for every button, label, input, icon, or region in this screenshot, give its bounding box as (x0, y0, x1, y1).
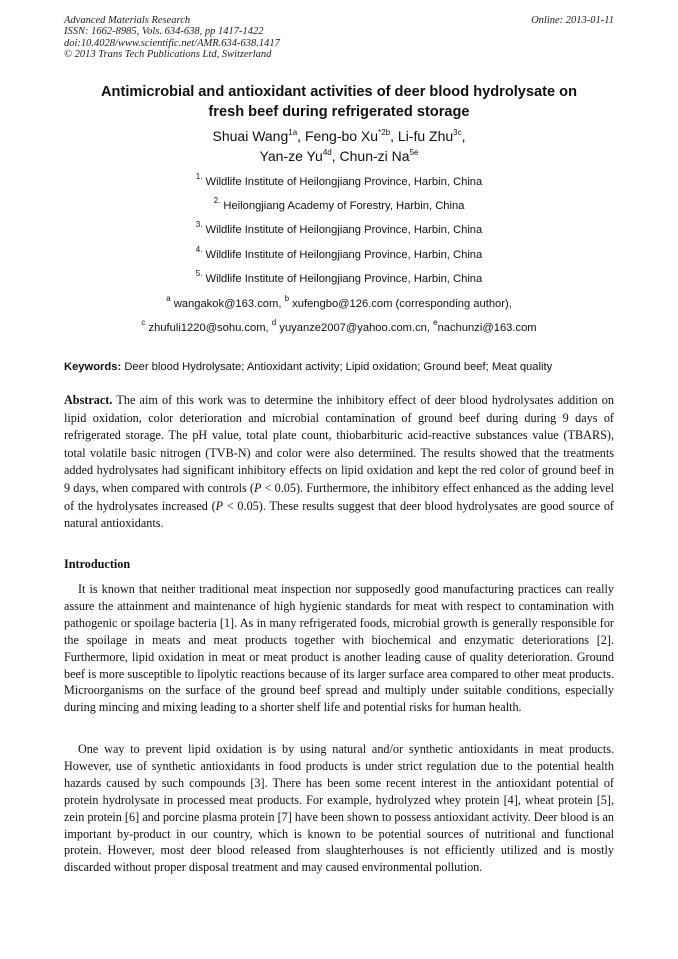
affiliation-1: $^{1.}$ Wildlife Institute of Heilongjiang Province, Harbin, China (195, 172, 483, 188)
email-c[interactable]: zhufuli1220@sohu.com, (148, 322, 269, 334)
email-e[interactable]: nachunzi@163.com (437, 322, 537, 334)
keywords-label: Keywords: (64, 361, 122, 373)
author-list (40, 126, 638, 166)
email-a[interactable]: wangakok@163.com, (173, 298, 282, 310)
online-date: Online: 2013-01-11 (531, 15, 614, 26)
email-line-1: $^a$ wangakok@163.com, $^b$ xufengbo@126.com (corresponding author), (166, 294, 512, 310)
paper-title (40, 82, 638, 122)
title-line-1: Antimicrobial and antioxidant activities of deer blood hydrolysate on (101, 84, 577, 100)
journal-header (64, 15, 280, 60)
keywords-text: Deer blood Hydrolysate; Antioxidant activity; Lipid oxidation; Ground beef; Meat quality (124, 361, 553, 373)
affiliation-4: $^{4.}$ Wildlife Institute of Heilongjiang Province, Harbin, China (195, 245, 483, 261)
author-line-1: Shuai Wang$^{1a}$, Feng-bo $Xu^{*2b}$, Li-fu Zhu$^{3c}$, (212, 128, 466, 144)
author-2: Feng-bo Xu (304, 128, 379, 144)
abstract-label: Abstract. (64, 393, 113, 407)
author-3: Li-fu Zhu (397, 128, 454, 144)
author-1: Shuai Wang (212, 128, 289, 144)
email-d[interactable]: yuyanze2007@yahoo.com.cn, (279, 322, 431, 334)
affiliation-3: $^{3.}$ Wildlife Institute of Heilongjiang Province, Harbin, China (195, 220, 483, 236)
copyright-line: © 2013 Trans Tech Publications Ltd, Switzerland (64, 48, 272, 60)
author-5: Chun-zi Na (339, 148, 410, 164)
email-line-2: $^c$ zhufuli1220@sohu.com, $^d$ yuyanze2007@yahoo.com.cn, $^e$nachunzi@163.com (141, 318, 537, 334)
introduction-heading: Introduction (64, 557, 131, 571)
affiliation-5: $^{5.}$ Wildlife Institute of Heilongjiang Province, Harbin, China (195, 269, 483, 285)
affiliation-2: $^{2.}$ Heilongjiang Academy of Forestry, Harbin, China (213, 196, 465, 212)
title-line-2: fresh beef during refrigerated storage (208, 104, 470, 120)
keywords (64, 360, 616, 374)
introduction-paragraph-2: One way to prevent lipid oxidation is by using natural and/or synthetic antioxidants in meat products. However, use of synthetic antioxidants in food products is under strict regulation due to the potential health hazards caused by such compounds [3]. There has been some recent interest in the antioxidant potential of protein hydrolysate in processed meat products. For example, hydrolyzed whey protein [4], wheat protein [5], zein protein [6] and porcine plasma protein [7] have been shown to possess antioxidant activity. Deer blood is an important by-product in our country, which is known to be potential sources of nutritional and functional protein. However, most deer blood released from slaughterhouses is not efficiently utilized and is mostly discarded without proper disposal treatment and may caused environmental pollution. (64, 742, 614, 875)
journal-name: Advanced Materials Research (64, 15, 191, 26)
author-4: Yan-ze Yu (259, 148, 323, 164)
author-line-2: Yan-ze $Yu^{4d}$, Chun-zi $Na^{5e}$ (259, 148, 419, 164)
abstract: Abstract. The aim of this work was to determine the inhibitory effect of deer blood hydrolysates addition on lipid oxidation, color deterioration and microbial contamination of ground beef during during 9 days of refrigerated storage. The pH value, total plate count, thiobarbituric acid-reactive substances value (TBARS), total volatile basic nitrogen (TVB-N) and color were also determined. The results showed that the treatments added hydrolysates had significant inhibitory effects on lipid oxidation and kept the red color of ground beef in 9 days, when compared with controls (P < 0.05). Furthermore, the inhibitory effect enhanced as the adding level of the hydrolysates increased (P < 0.05). These results suggest that deer blood hydrolysates are good source of natural antioxidants. (64, 393, 614, 531)
introduction-paragraph-1: It is known that neither traditional meat inspection nor supposedly good manufacturing practices can really assure the attainment and maintenance of high hygienic standards for meat with respect to contamination with pathogenic or spoilage bacteria [1]. As in many refrigerated foods, microbial growth is generally responsible for the spoilage in meats and meat products together with biochemical and enzymatic deteriorations [2]. Furthermore, lipid oxidation in meat or meat product is another leading cause of quality deterioration. Ground beef is more susceptible to lipolytic reactions because of its larger surface area compared to other meat products. Microorganisms on the surface of the ground beef spread and multiply under suitable conditions, especially during mincing and mixing leading to a shorter shelf life and potential risks for human health. (64, 582, 614, 715)
issn-line: ISSN: 1662-8985, Vols. 634-638, pp 1417-1422 (64, 26, 264, 38)
doi-line: doi:10.4028/www.scientific.net/AMR.634-638.1417 (64, 37, 280, 49)
email-b[interactable]: xufengbo@126.com (corresponding author), (292, 298, 512, 310)
